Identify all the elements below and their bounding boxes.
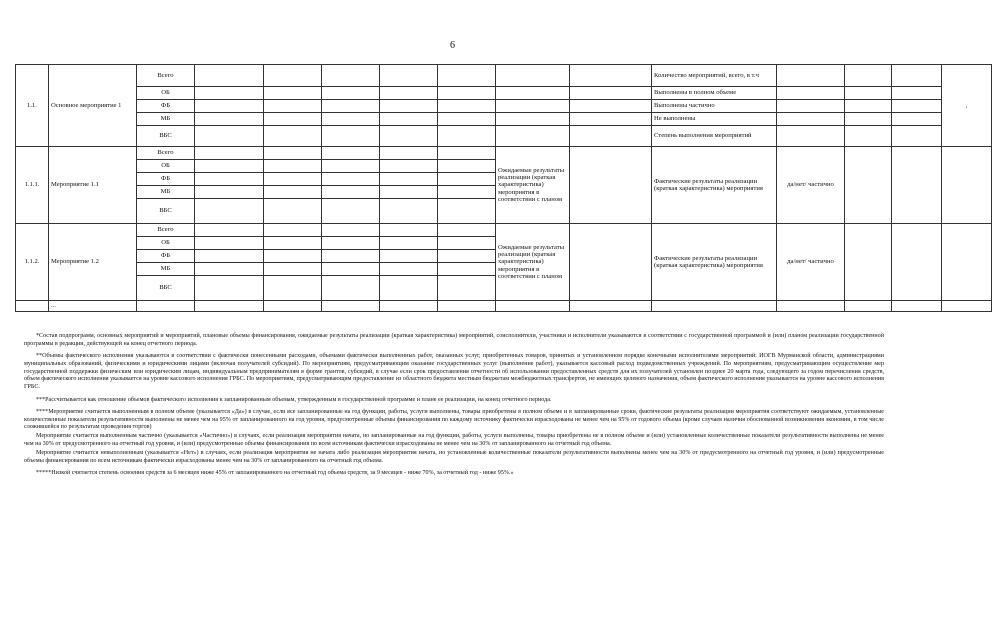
indicator-label: Выполнены в полном объеме	[652, 87, 777, 100]
table-row	[16, 126, 992, 147]
footnote: Мероприятие считается невыполненным (указывается «Нет») в случаях, если реализация мероприятия не начата либо реализация мероприятия начата, но установленные количественные показатели результативности выполнены менее чем на 30% от предусмотренного на отчетный год уровня, и (или) предусмотренные объемы финансирования по всем источникам фактически израсходованы менее чем на 30% от запланированного на отчетный год объема.	[24, 449, 884, 464]
source-ob: ОБ	[137, 160, 195, 173]
row-name: Основное мероприятие 1	[49, 65, 137, 147]
source-mb: МБ	[137, 113, 195, 126]
expected-results: Ожидаемые результаты реализации (краткая характеристика) мероприятия в соответствии с планом	[496, 224, 570, 301]
page-number: 6	[450, 40, 455, 51]
indicator-label: Выполнены частично	[652, 100, 777, 113]
source-vbs: ВБС	[137, 126, 195, 147]
source-fb: ФБ	[137, 173, 195, 186]
source-ob: ОБ	[137, 87, 195, 100]
source-total: Всего	[137, 147, 195, 160]
completion-status: да/нет/ частично	[777, 147, 845, 224]
indicator-label: Степень выполнения мероприятий	[652, 126, 777, 147]
report-table	[15, 64, 992, 312]
table-row	[16, 113, 992, 126]
expected-results: Ожидаемые результаты реализации (краткая характеристика) мероприятия в соответствии с планом	[496, 147, 570, 224]
row-code: 1.1.1.	[16, 147, 49, 224]
row-name: Мероприятие 1.2	[49, 224, 137, 301]
footnote: *****Низкой считается степень освоения средств за 6 месяцев ниже 45% от запланированного на отчетный год объема средств, за 9 месяцев - ниже 70%, за отчетный год - ниже 95%.»	[36, 469, 514, 476]
row-name: Мероприятие 1.1	[49, 147, 137, 224]
row-code: 1.1.2.	[16, 224, 49, 301]
row-code: 1.1.	[16, 65, 49, 147]
table-row	[16, 65, 992, 87]
source-vbs: ВБС	[137, 199, 195, 224]
source-fb: ФБ	[137, 250, 195, 263]
actual-results: Фактические результаты реализации (краткая характеристика) мероприятия	[652, 147, 777, 224]
note-mark: ,	[942, 65, 992, 147]
source-total: Всего	[137, 224, 195, 237]
table-row	[16, 87, 992, 100]
footnote: ****Мероприятие считается выполненным в полном объеме (указывается «Да») в случае, если все запланированные на год функции, работы, услуги выполнены, товары приобретены в полном объеме и в запланированные сроки, фактические результаты реализации мероприятия соответствуют ожидаемым, установленные количественные показатели результативности выполнены не менее чем на 95% от запланированного на год уровня, предусмотренные объемы финансирования по каждому источнику фактически израсходованы не менее чем на 95% от годового объема (кроме случаев наличия обоснованной возникновения экономии, в том числе сложившейся по результатам проведения торгов)	[24, 408, 884, 431]
source-fb: ФБ	[137, 100, 195, 113]
table-row	[16, 301, 992, 312]
footnote: *Состав подпрограмм, основных мероприятий и мероприятий, плановые объемы финансирования, ожидаемые результаты реализации (краткая характеристика) мероприятий, соисполнители, участники и исполнители указываются в соответствии с государственной программой и (или) планом реализации государственной программы в редакции, действующей на конец отчетного периода.	[24, 333, 884, 347]
footnotes	[24, 333, 884, 482]
indicator-label: Не выполнены	[652, 113, 777, 126]
continuation-ellipsis: ...	[49, 301, 137, 312]
table-row	[16, 100, 992, 113]
indicator-label: Количество мероприятий, всего, в т.ч	[652, 65, 777, 87]
source-ob: ОБ	[137, 237, 195, 250]
footnote: **Объемы фактического исполнения указываются в соответствии с фактически понесенными расходами, объемами фактически выполненных работ, оказанных услуг, приобретенных товаров, принятых и установленном порядке конечными исполнителями мероприятий: ИОГВ Мурманской области, администрациями муниципальных образований, физическими и юридическими лицами (включая получателей субсидий). По мероприятиям, предусматривающим оказание государственных услуг (выполнение работ), указывается кассовый расход подведомственных учреждений. По мероприятиям, предусматривающим осуществление мер государственной поддержки физическим или юридическим лицам, индивидуальным предпринимателям в форме грантов, субсидий, в случае если срок предоставления отчетности об использовании предоставленных средств для их получателей установлен позднее 20 марта года, следующего за годом перечисления средств, объем фактического исполнения указывается на уровне кассового исполнения ГРБС. По мероприятиям, предусматривающим предоставление из областного бюджета местным бюджетам межбюджетных трансфертов, не имеющих целевого назначения, объем фактического исполнения указывается на уровне кассового исполнения ГРБС.	[24, 353, 884, 391]
footnote: Мероприятие считается выполненным частично (указывается «Частично») в случаях, если реализация мероприятия начата, но запланированные на год функции, работы, услуги выполнены, товары приобретены не в полном объеме и (или) установленные количественные показатели результативности выполнены не менее чем на 30% от предусмотренного на отчетный год уровня, и (или) предусмотренные объемы финансирования по всем источникам фактически израсходованы не менее чем на 30% от запланированного на отчетный год объема.	[24, 433, 884, 448]
source-mb: МБ	[137, 263, 195, 276]
table-row	[16, 224, 992, 237]
source-total: Всего	[137, 65, 195, 87]
source-vbs: ВБС	[137, 276, 195, 301]
footnote: ***Рассчитывается как отношение объемов фактического исполнения к запланированным объемам, утвержденным в государственной программе и плане ее реализации, на конец отчетного периода.	[36, 396, 552, 403]
table-row	[16, 147, 992, 160]
completion-status: да/нет/ частично	[777, 224, 845, 301]
actual-results: Фактические результаты реализации (краткая характеристика) мероприятия	[652, 224, 777, 301]
source-mb: МБ	[137, 186, 195, 199]
